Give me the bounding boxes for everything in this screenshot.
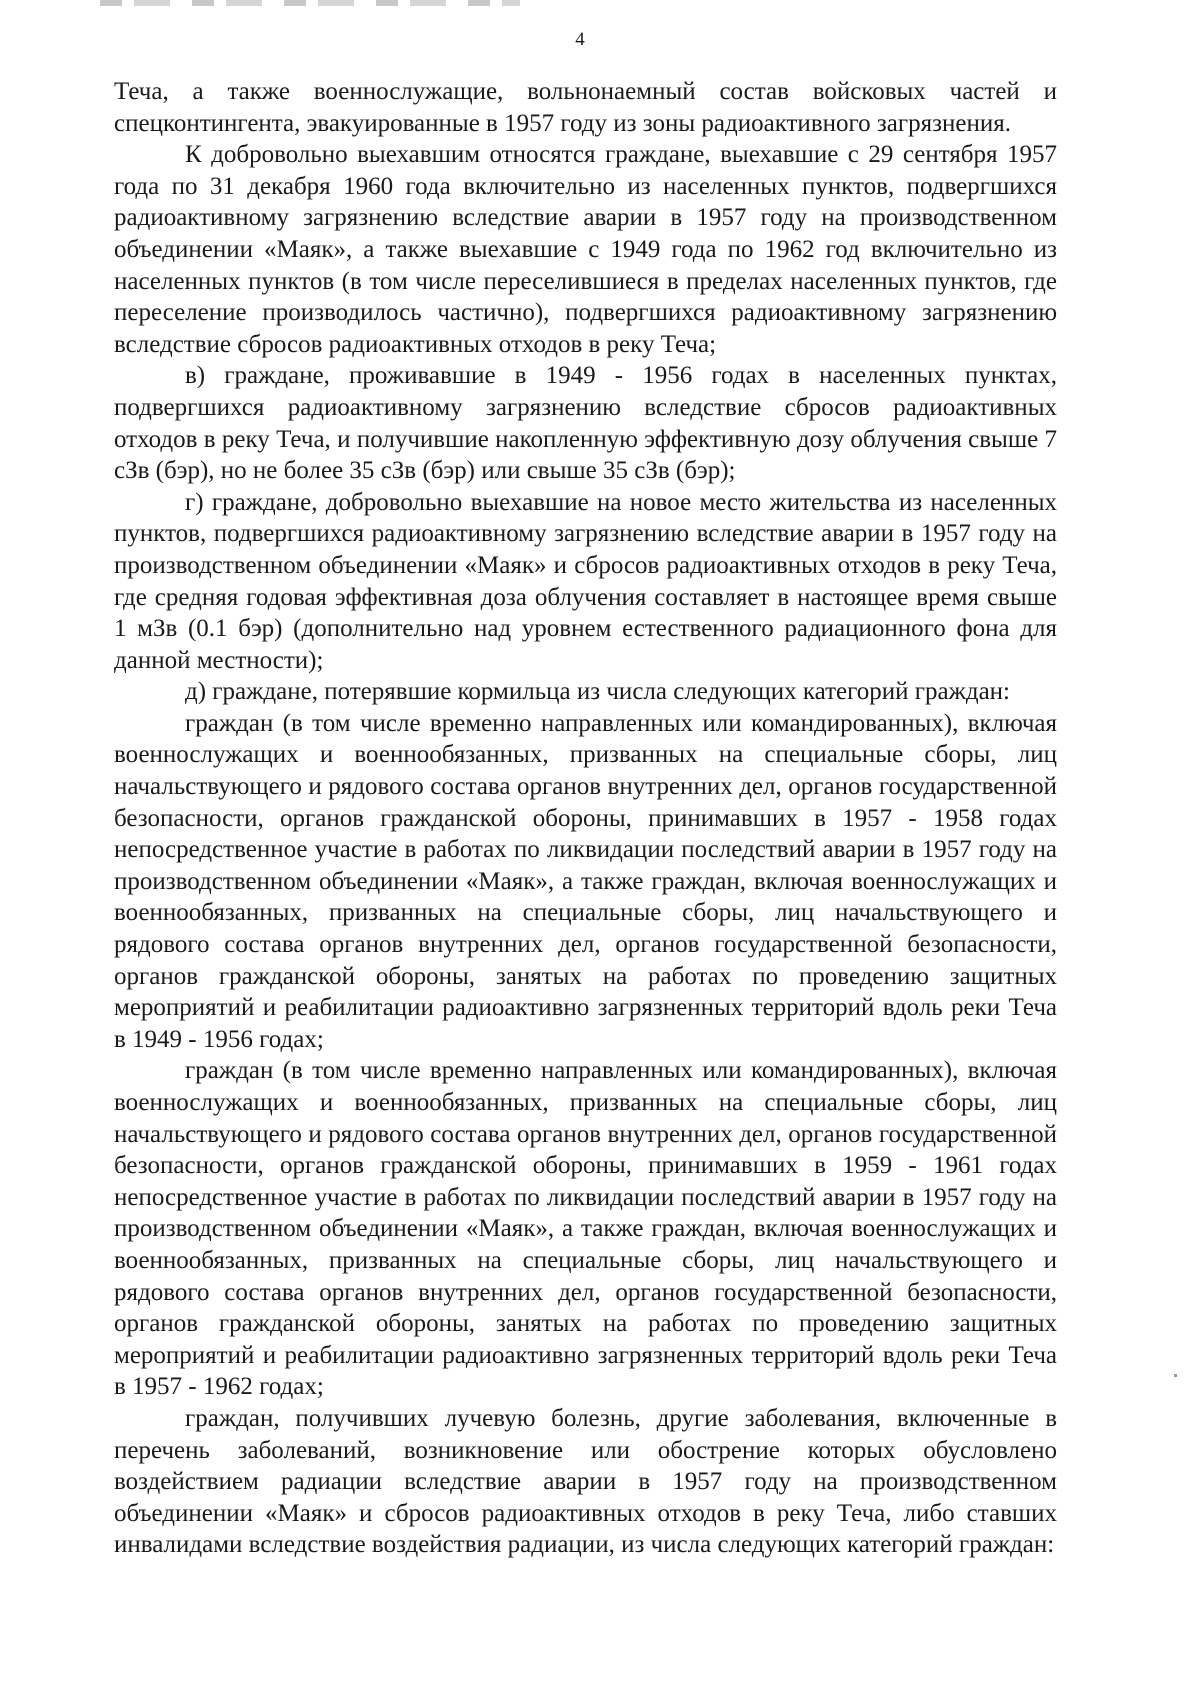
document-body — [114, 76, 1057, 1561]
scan-edge-artifact — [100, 0, 520, 6]
paragraph-continuation: Теча, а также военнослужащие, вольнонаемный состав войсковых частей и спецконтингента, эвакуированные в 1957 году из зоны радиоактивного загрязнения. — [114, 78, 1057, 137]
paragraph-radiation-illness: граждан, получивших лучевую болезнь, другие заболевания, включенные в перечень заболеваний, возникновение или обострение которых обусловлено воздействием радиации вследствие аварии в 1957 году на производственном объединении «Маяк» и сбросов радиоактивных отходов в реку Теча, либо ставших инвалидами вследствие воздействия радиации, из числа следующих категорий граждан: — [114, 1404, 1057, 1559]
page-number: 4 — [575, 29, 585, 50]
paragraph-liquidators-1959-1961: граждан (в том числе временно направленных или командированных), включая военнослужащих и военнообязанных, призванных на специальные сборы, лиц начальствующего и рядового состава органов внутренних дел, органов государственной безопасности, органов гражданской обороны, принимавших в 1959 - 1961 годах непосредственное участие в работах по ликвидации последствий аварии в 1957 году на производственном объединении «Маяк», а также граждан, включая военнослужащих и военнообязанных, призванных на специальные сборы, лиц начальствующего и рядового состава органов внутренних дел, органов государственной безопасности, органов гражданской обороны, занятых на работах по проведению защитных мероприятий и реабилитации радиоактивно загрязненных территорий вдоль реки Теча в 1957 - 1962 годах; — [114, 1057, 1057, 1401]
paragraph-item-v: в) граждане, проживавшие в 1949 - 1956 годах в населенных пунктах, подвергшихся радиоактивному загрязнению вследствие сбросов радиоактивных отходов в реку Теча, и получившие накопленную эффективную дозу облучения свыше 7 сЗв (бэр), но не более 35 сЗв (бэр) или свыше 35 сЗв (бэр); — [114, 362, 1057, 485]
paragraph-voluntary-departure: К добровольно выехавшим относятся граждане, выехавшие с 29 сентября 1957 года по 31 декабря 1960 года включительно из населенных пунктов, подвергшихся радиоактивному загрязнению вследствие аварии в 1957 году на производственном объединении «Маяк», а также выехавшие с 1949 года по 1962 год включительно из населенных пунктов (в том числе переселившиеся в пределах населенных пунктов, где переселение производилось частично), подвергшихся радиоактивному загрязнению вследствие сбросов радиоактивных отходов в реку Теча; — [114, 141, 1057, 358]
paragraph-item-g: г) граждане, добровольно выехавшие на новое место жительства из населенных пунктов, подвергшихся радиоактивному загрязнению вследствие аварии в 1957 году на производственном объединении «Маяк» и сбросов радиоактивных отходов в реку Теча, где средняя годовая эффективная доза облучения составляет в настоящее время свыше 1 мЗв (0.1 бэр) (дополнительно над уровнем естественного радиационного фона для данной местности); — [114, 488, 1057, 674]
paragraph-item-d: д) граждане, потерявшие кормильца из числа следующих категорий граждан: — [185, 678, 1010, 706]
paragraph-liquidators-1957-1958: граждан (в том числе временно направленных или командированных), включая военнослужащих и военнообязанных, призванных на специальные сборы, лиц начальствующего и рядового состава органов внутренних дел, органов государственной безопасности, органов гражданской обороны, принимавших в 1957 - 1958 годах непосредственное участие в работах по ликвидации последствий аварии в 1957 году на производственном объединении «Маяк», а также граждан, включая военнослужащих и военнообязанных, призванных на специальные сборы, лиц начальствующего и рядового состава органов внутренних дел, органов государственной безопасности, органов гражданской обороны, занятых на работах по проведению защитных мероприятий и реабилитации радиоактивно загрязненных территорий вдоль реки Теча в 1949 - 1956 годах; — [114, 709, 1057, 1053]
margin-speck — [1174, 1374, 1177, 1377]
